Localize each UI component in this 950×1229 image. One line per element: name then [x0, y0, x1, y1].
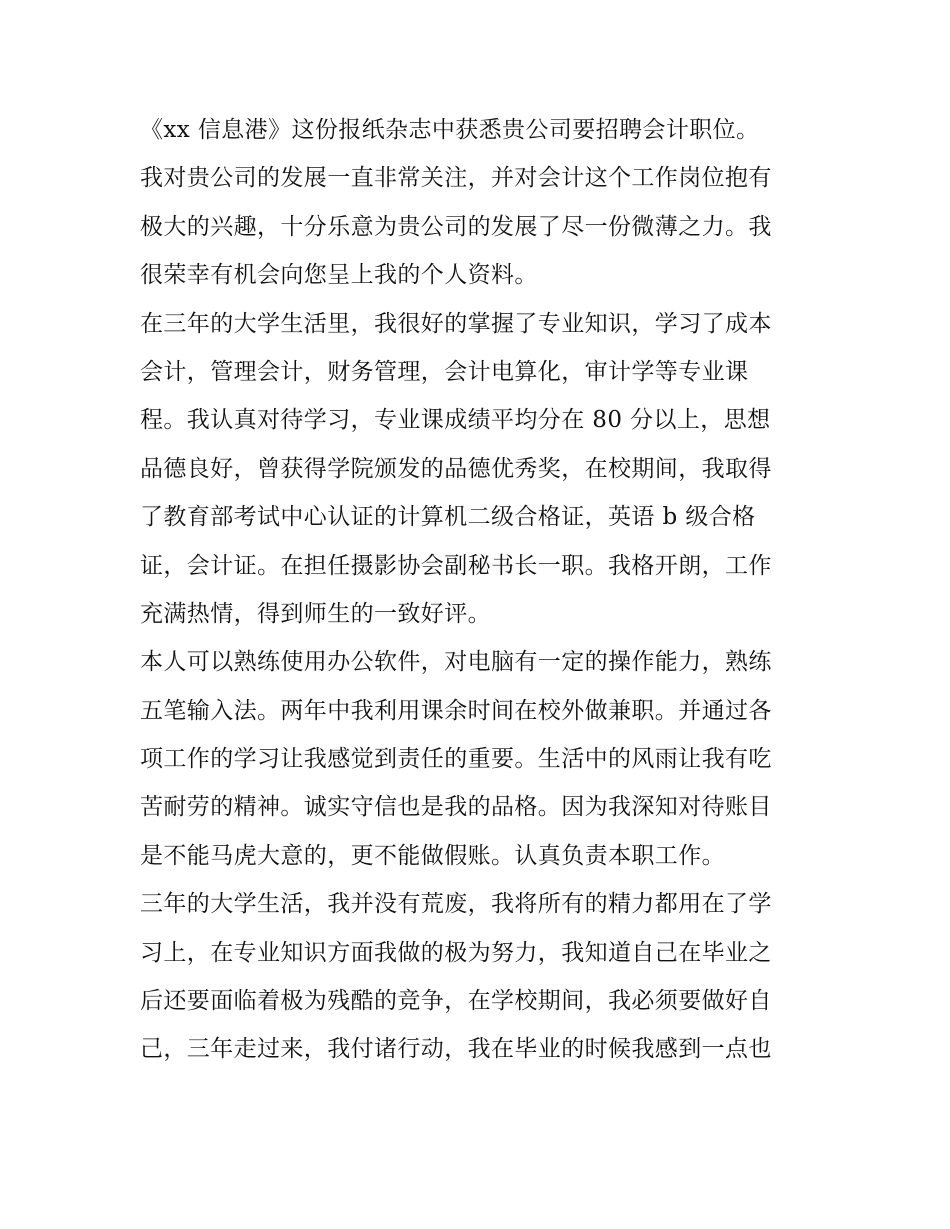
- text-line: 项工作的学习让我感觉到责任的重要。生活中的风雨让我有吃: [140, 746, 772, 773]
- text-line: 很荣幸有机会向您呈上我的个人资料。: [140, 262, 538, 289]
- text-line: 三年的大学生活，我并没有荒废，我将所有的精力都用在了学: [140, 891, 772, 918]
- text-line: 本人可以熟练使用办公软件，对电脑有一定的操作能力，熟练: [140, 649, 772, 676]
- text-line: 极大的兴趣，十分乐意为贵公司的发展了尽一份微薄之力。我: [140, 213, 772, 240]
- text-line: 品德良好，曾获得学院颁发的品德优秀奖，在校期间，我取得: [140, 455, 772, 482]
- text-line: 了教育部考试中心认证的计算机二级合格证，英语 b 级合格: [140, 504, 756, 531]
- text-line: 是不能马虎大意的，更不能做假账。认真负责本职工作。: [140, 842, 725, 869]
- text-line: 后还要面临着极为残酷的竞争，在学校期间，我必须要做好自: [140, 988, 772, 1015]
- text-line: 程。我认真对待学习，专业课成绩平均分在 80 分以上，思想: [140, 407, 771, 434]
- document-body: [140, 106, 820, 1074]
- text-line: 苦耐劳的精神。诚实守信也是我的品格。因为我深知对待账目: [140, 794, 772, 821]
- text-line: 会计，管理会计，财务管理，会计电算化，审计学等专业课: [140, 358, 749, 385]
- text-line: 己，三年走过来，我付诸行动，我在毕业的时候我感到一点也: [140, 1036, 772, 1063]
- text-line: 我对贵公司的发展一直非常关注，并对会计这个工作岗位抱有: [140, 165, 772, 192]
- text-line: 《xx 信息港》这份报纸杂志中获悉贵公司要招聘会计职位。: [140, 117, 760, 143]
- text-line: 五笔输入法。两年中我利用课余时间在校外做兼职。并通过各: [140, 697, 772, 724]
- text-line: 习上，在专业知识方面我做的极为努力，我知道自己在毕业之: [140, 939, 772, 966]
- text-line: 充满热情，得到师生的一致好评。: [140, 600, 491, 627]
- text-line: 在三年的大学生活里，我很好的掌握了专业知识，学习了成本: [140, 310, 772, 337]
- text-line: 证，会计证。在担任摄影协会副秘书长一职。我格开朗，工作: [140, 552, 772, 579]
